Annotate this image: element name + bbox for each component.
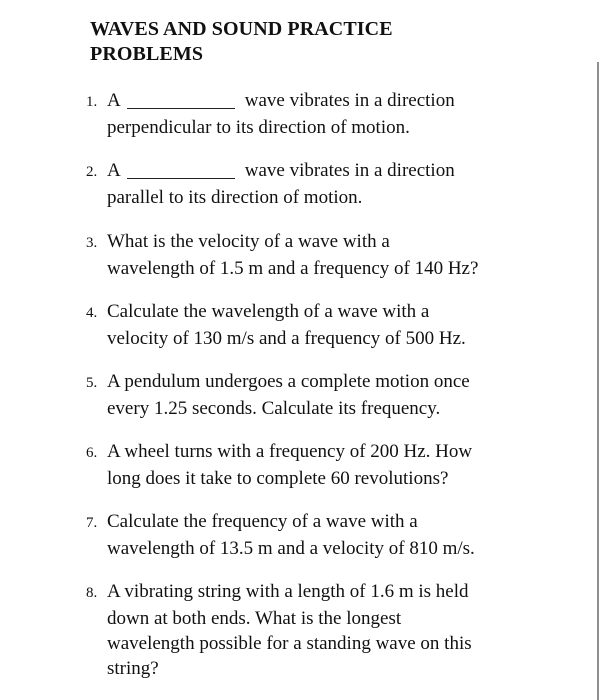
problem-8 bbox=[86, 579, 531, 681]
problem-7 bbox=[86, 509, 531, 561]
problem-text: wave vibrates in a direction bbox=[244, 160, 455, 181]
problem-text: long does it take to complete 60 revolutions? bbox=[107, 468, 449, 489]
problem-number: 4. bbox=[86, 305, 98, 321]
problem-1 bbox=[86, 88, 531, 140]
page-title bbox=[90, 17, 510, 67]
problem-text: perpendicular to its direction of motion. bbox=[107, 117, 410, 138]
problem-text: A wheel turns with a frequency of 200 Hz. How bbox=[107, 441, 473, 462]
problem-number: 8. bbox=[86, 585, 98, 601]
problem-3 bbox=[86, 229, 531, 281]
problem-text: A vibrating string with a length of 1.6 m is held bbox=[107, 581, 469, 602]
problem-text: velocity of 130 m/s and a frequency of 500 Hz. bbox=[107, 328, 466, 349]
problem-number: 2. bbox=[86, 164, 98, 180]
problem-number: 6. bbox=[86, 445, 98, 461]
problem-text: A pendulum undergoes a complete motion once bbox=[107, 371, 470, 392]
problem-text: Calculate the wavelength of a wave with a bbox=[107, 301, 430, 322]
title-line-2: PROBLEMS bbox=[90, 43, 204, 65]
problem-text: What is the velocity of a wave with a bbox=[107, 231, 390, 252]
answer-blank[interactable] bbox=[127, 160, 235, 179]
title-line-1: WAVES AND SOUND PRACTICE bbox=[90, 18, 393, 40]
problem-text: wavelength possible for a standing wave on this bbox=[107, 633, 472, 654]
problem-2 bbox=[86, 158, 531, 210]
problem-number: 3. bbox=[86, 235, 98, 251]
problem-text: A bbox=[107, 160, 121, 181]
problem-6 bbox=[86, 439, 531, 491]
problem-text: wave vibrates in a direction bbox=[244, 90, 455, 111]
problem-number: 5. bbox=[86, 375, 98, 391]
problem-text: Calculate the frequency of a wave with a bbox=[107, 511, 418, 532]
problem-5 bbox=[86, 369, 531, 421]
answer-blank[interactable] bbox=[127, 90, 235, 109]
problem-number: 7. bbox=[86, 515, 98, 531]
problem-text: wavelength of 13.5 m and a velocity of 810 m/s. bbox=[107, 538, 475, 559]
problem-text: every 1.25 seconds. Calculate its frequency. bbox=[107, 398, 441, 419]
problem-text: down at both ends. What is the longest bbox=[107, 608, 402, 629]
problem-text: string? bbox=[107, 658, 159, 679]
problem-text: A bbox=[107, 90, 121, 111]
problem-number: 1. bbox=[86, 94, 98, 110]
problem-text: parallel to its direction of motion. bbox=[107, 187, 363, 208]
page-edge-divider bbox=[597, 62, 599, 700]
problem-text: wavelength of 1.5 m and a frequency of 140 Hz? bbox=[107, 258, 479, 279]
problem-4 bbox=[86, 299, 531, 351]
